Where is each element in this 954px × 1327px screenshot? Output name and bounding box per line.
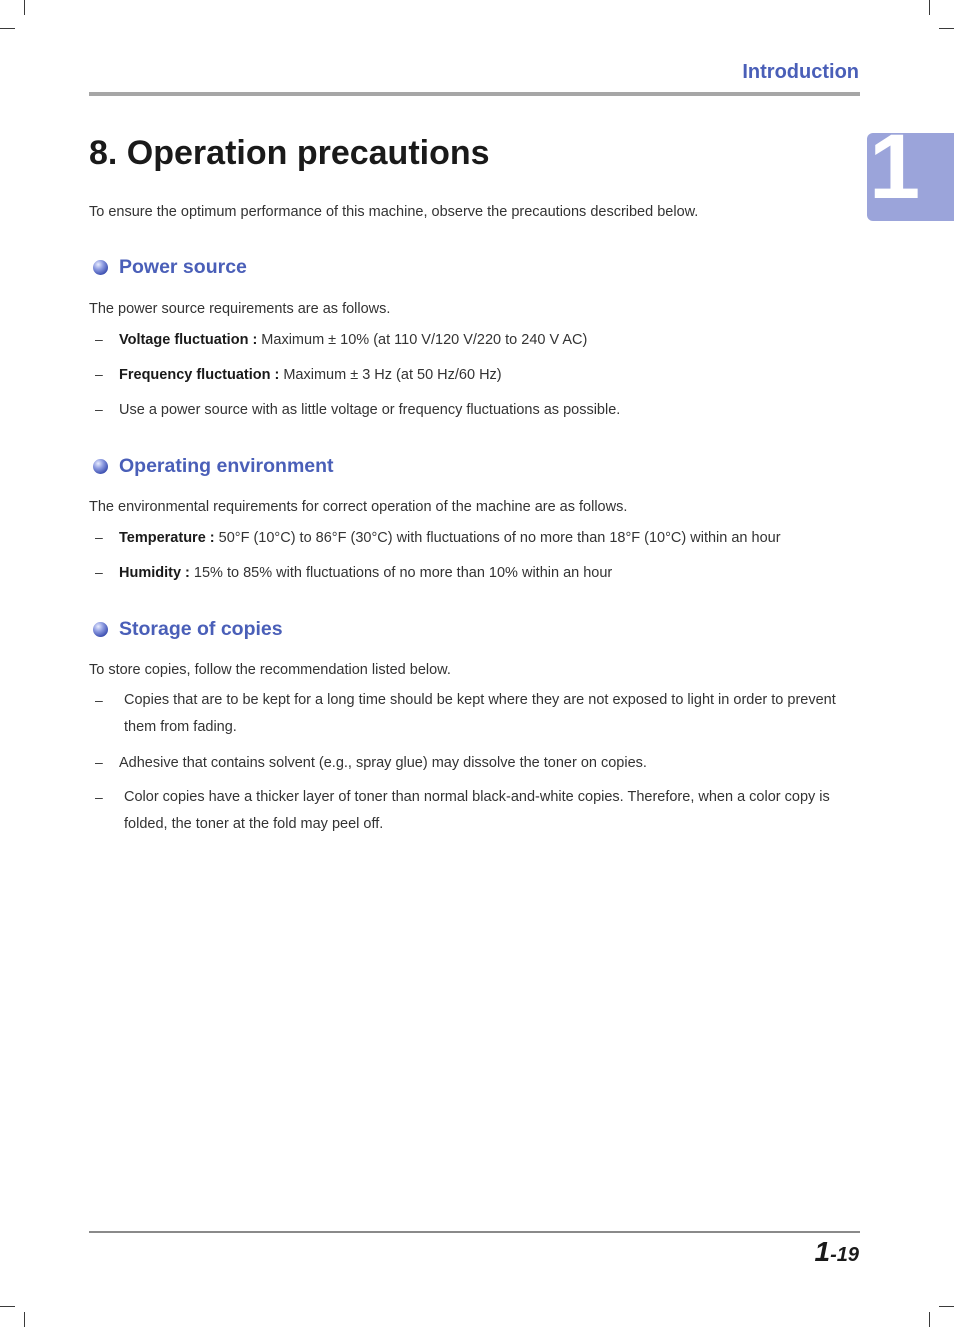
blue-sphere-bullet-icon	[93, 260, 108, 275]
item-label: Humidity :	[119, 565, 190, 581]
list-item	[119, 330, 587, 350]
list-item	[119, 400, 620, 420]
list-dash: –	[95, 789, 103, 805]
list-item	[119, 563, 612, 583]
list-dash: –	[95, 692, 103, 708]
list-dash: –	[95, 331, 103, 347]
list-dash: –	[95, 366, 103, 382]
page-number-suffix: -19	[830, 1244, 859, 1266]
list-item: Color copies have a thicker layer of toner than normal black-and-white copies. Therefore, when a color copy is folded, the toner at the fold may peel off.	[124, 789, 830, 832]
section-lead: The environmental requirements for correct operation of the machine are as follows.	[89, 499, 628, 515]
running-header: Introduction	[742, 61, 859, 83]
list-dash: –	[95, 564, 103, 580]
list-dash: –	[95, 754, 103, 770]
section-lead: The power source requirements are as follows.	[89, 301, 391, 317]
item-text: 50°F (10°C) to 86°F (30°C) with fluctuations of no more than 18°F (10°C) within an hour	[214, 530, 781, 546]
item-text: 15% to 85% with fluctuations of no more than 10% within an hour	[189, 565, 613, 581]
section-lead: To store copies, follow the recommendation listed below.	[89, 662, 451, 678]
crop-mark	[0, 1306, 15, 1307]
list-dash: –	[95, 529, 103, 545]
crop-mark	[939, 28, 954, 29]
item-text: Use a power source with as little voltage or frequency fluctuations as possible.	[119, 402, 621, 418]
blue-sphere-bullet-icon	[93, 622, 108, 637]
section-heading-label: Operating environment	[119, 454, 334, 477]
crop-mark	[929, 1312, 930, 1327]
crop-mark	[24, 1312, 25, 1327]
crop-mark	[939, 1306, 954, 1307]
footer-divider	[89, 1231, 860, 1233]
section-heading-operating-environment	[93, 453, 334, 479]
item-text: Maximum ± 10% (at 110 V/120 V/220 to 240 V AC)	[257, 332, 588, 348]
blue-sphere-bullet-icon	[93, 459, 108, 474]
crop-mark	[929, 0, 930, 15]
item-text: Maximum ± 3 Hz (at 50 Hz/60 Hz)	[279, 367, 502, 383]
item-label: Frequency fluctuation :	[119, 367, 280, 383]
section-heading-power-source	[93, 254, 247, 280]
crop-mark	[0, 28, 15, 29]
section-heading-label: Power source	[119, 255, 247, 278]
intro-paragraph: To ensure the optimum performance of this machine, observe the precautions described below.	[89, 204, 699, 220]
item-label: Temperature :	[119, 530, 215, 546]
section-heading-storage-of-copies	[93, 616, 283, 642]
page-number	[815, 1236, 859, 1268]
crop-mark	[24, 0, 25, 15]
list-item	[119, 365, 502, 385]
list-item	[119, 528, 781, 548]
list-item: Copies that are to be kept for a long time should be kept where they are not exposed to light in order to prevent them from fading.	[124, 692, 836, 735]
list-dash: –	[95, 401, 103, 417]
list-item: Adhesive that contains solvent (e.g., spray glue) may dissolve the toner on copies.	[119, 755, 647, 771]
section-heading-label: Storage of copies	[119, 617, 283, 640]
page-number-chapter: 1	[814, 1236, 831, 1267]
chapter-tab	[867, 133, 954, 221]
header-divider	[89, 92, 860, 96]
chapter-tab-number: 1	[869, 133, 921, 218]
page-title: 8. Operation precautions	[89, 134, 490, 172]
item-label: Voltage fluctuation :	[119, 332, 258, 348]
